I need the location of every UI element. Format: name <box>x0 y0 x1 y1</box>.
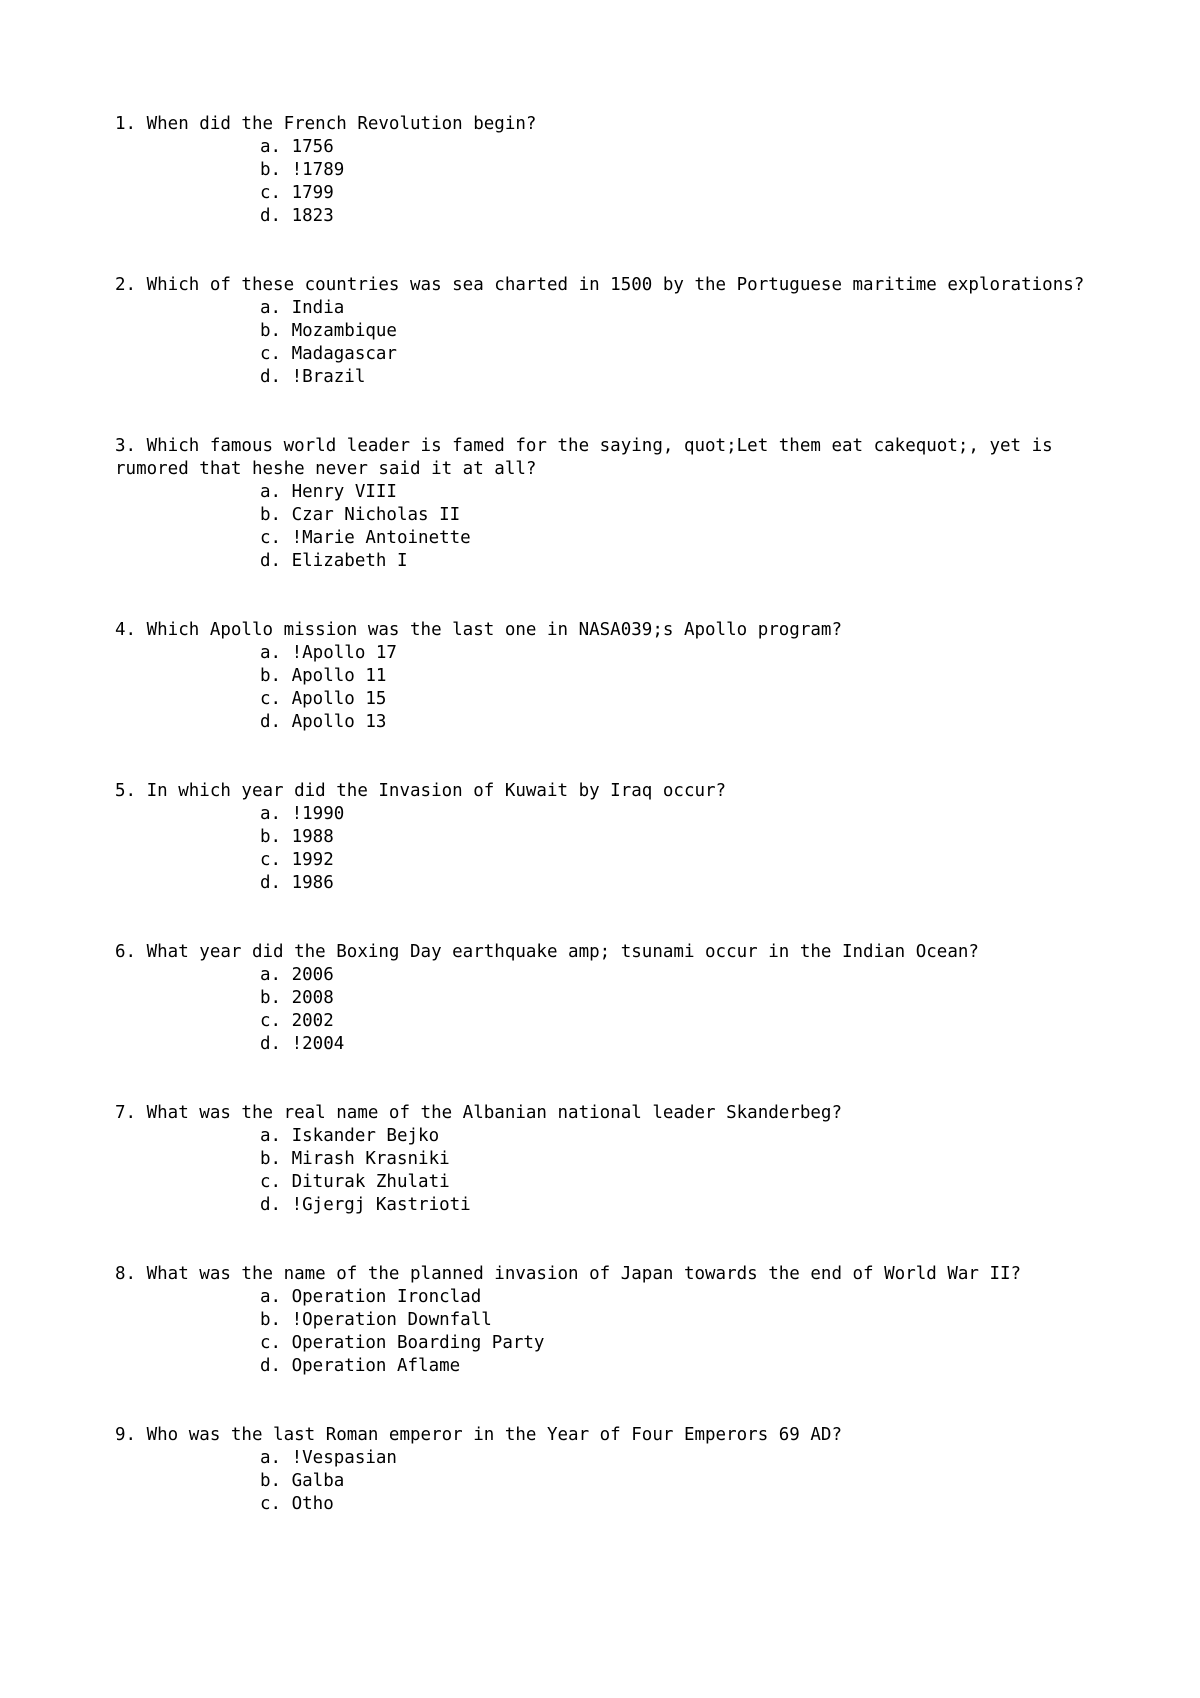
option: a. Henry VIII <box>260 482 397 502</box>
question-text: 8. What was the name of the planned invasion of Japan towards the end of World War II? <box>115 1264 1022 1284</box>
question-3 <box>115 435 1115 573</box>
question-8 <box>115 1263 1115 1378</box>
option: a. 1756 <box>260 137 334 157</box>
option-list <box>115 481 1115 573</box>
option-list <box>115 803 1115 895</box>
option: c. Otho <box>260 1494 334 1514</box>
option: b. 1988 <box>260 827 334 847</box>
option: d. !2004 <box>260 1034 345 1054</box>
option: c. Madagascar <box>260 344 397 364</box>
option: c. !Marie Antoinette <box>260 528 471 548</box>
option: c. Diturak Zhulati <box>260 1172 450 1192</box>
question-4 <box>115 619 1115 734</box>
question-text: 6. What year did the Boxing Day earthquake amp; tsunami occur in the Indian Ocean? <box>115 942 979 962</box>
option-list <box>115 136 1115 228</box>
option: a. !1990 <box>260 804 345 824</box>
question-text: 4. Which Apollo mission was the last one in NASA039;s Apollo program? <box>115 620 842 640</box>
option-list <box>115 1125 1115 1217</box>
option: d. Operation Aflame <box>260 1356 461 1376</box>
option-list <box>115 964 1115 1056</box>
option: b. Apollo 11 <box>260 666 387 686</box>
option: d. Apollo 13 <box>260 712 387 732</box>
question-text: 3. Which famous world leader is famed for the saying, quot;Let them eat cakequot;, yet is rumored that heshe never said it at all? <box>115 436 1064 479</box>
question-5 <box>115 780 1115 895</box>
option: d. 1986 <box>260 873 334 893</box>
option: c. Apollo 15 <box>260 689 387 709</box>
option: b. !Operation Downfall <box>260 1310 492 1330</box>
option-list <box>115 1286 1115 1378</box>
question-text: 1. When did the French Revolution begin? <box>115 114 537 134</box>
option: b. Mirash Krasniki <box>260 1149 450 1169</box>
question-6 <box>115 941 1115 1056</box>
option: a. !Apollo 17 <box>260 643 397 663</box>
option: c. 1799 <box>260 183 334 203</box>
option: c. Operation Boarding Party <box>260 1333 545 1353</box>
option: a. !Vespasian <box>260 1448 397 1468</box>
question-text: 5. In which year did the Invasion of Kuwait by Iraq occur? <box>115 781 727 801</box>
option-list <box>115 642 1115 734</box>
option: d. !Brazil <box>260 367 366 387</box>
option: c. 2002 <box>260 1011 334 1031</box>
option: d. 1823 <box>260 206 334 226</box>
question-9 <box>115 1424 1115 1516</box>
question-text: 2. Which of these countries was sea charted in 1500 by the Portuguese maritime explorations? <box>115 275 1085 295</box>
option: d. Elizabeth I <box>260 551 408 571</box>
option: b. !1789 <box>260 160 345 180</box>
question-7 <box>115 1102 1115 1217</box>
option: a. India <box>260 298 345 318</box>
option: b. 2008 <box>260 988 334 1008</box>
option: b. Czar Nicholas II <box>260 505 461 525</box>
option: b. Galba <box>260 1471 345 1491</box>
option-list <box>115 1447 1115 1516</box>
option-list <box>115 297 1115 389</box>
question-1 <box>115 113 1115 228</box>
option: c. 1992 <box>260 850 334 870</box>
question-text: 7. What was the real name of the Albanian national leader Skanderbeg? <box>115 1103 842 1123</box>
question-text: 9. Who was the last Roman emperor in the Year of Four Emperors 69 AD? <box>115 1425 842 1445</box>
option: a. 2006 <box>260 965 334 985</box>
option: b. Mozambique <box>260 321 397 341</box>
option: d. !Gjergj Kastrioti <box>260 1195 471 1215</box>
quiz-list <box>115 113 1115 1562</box>
option: a. Operation Ironclad <box>260 1287 482 1307</box>
option: a. Iskander Bejko <box>260 1126 440 1146</box>
question-2 <box>115 274 1115 389</box>
